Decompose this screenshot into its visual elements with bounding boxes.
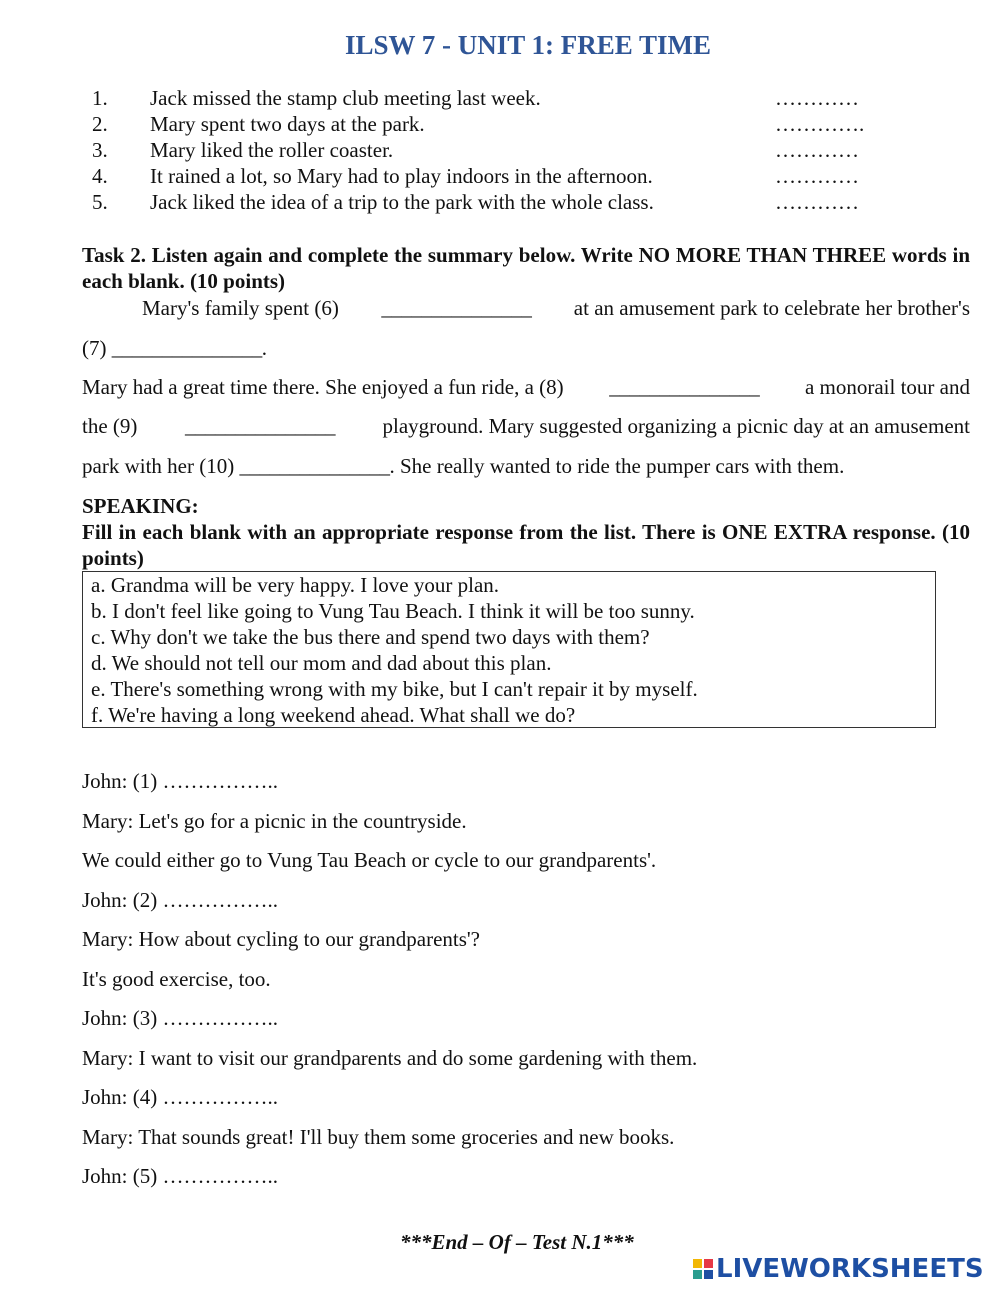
response-option: c. Why don't we take the bus there and spend two days with them?: [91, 625, 650, 649]
summary-text: playground. Mary suggested organizing a picnic day at an amusement: [382, 414, 970, 438]
summary-line-2: [82, 335, 970, 361]
item-statement: Mary liked the roller coaster.: [150, 138, 394, 162]
item-statement: Jack missed the stamp club meeting last week.: [150, 86, 541, 110]
list-item: [0, 189, 1000, 215]
summary-text: park with her (10): [82, 454, 235, 478]
dialogue-line: It's good exercise, too.: [82, 966, 271, 991]
summary-text: at an amusement park to celebrate her brother's: [573, 296, 970, 320]
summary-line-5: [82, 453, 970, 479]
speaking-heading: SPEAKING:: [82, 494, 199, 518]
liveworksheets-brand: [693, 1254, 984, 1284]
summary-text: the (9): [82, 414, 138, 438]
speaking-section-header: [82, 493, 970, 571]
page-title: ILSW 7 - UNIT 1: FREE TIME: [344, 30, 712, 60]
logo-square: [693, 1259, 702, 1268]
liveworksheets-logo-icon: [693, 1259, 713, 1279]
logo-square: [693, 1270, 702, 1279]
response-option: a. Grandma will be very happy. I love your plan.: [91, 573, 500, 597]
answer-blank[interactable]: …………: [775, 190, 859, 214]
response-list-box: [82, 571, 936, 728]
dialogue-line: We could either go to Vung Tau Beach or cycle to our grandparents'.: [82, 848, 657, 872]
answer-blank[interactable]: …………: [775, 164, 859, 188]
dialogue-line: Mary: That sounds great! I'll buy them some groceries and new books.: [82, 1124, 675, 1149]
list-item: [0, 85, 1000, 111]
logo-square: [704, 1259, 713, 1268]
speaking-instruction: Fill in each blank with an appropriate response from the list. There is ONE EXTRA response. (10 points): [82, 520, 970, 570]
true-false-list: [0, 85, 1000, 215]
summary-text: Mary had a great time there. She enjoyed a fun ride, a (8): [82, 375, 564, 399]
end-of-test-footer: ***End – Of – Test N.1***: [400, 1230, 634, 1254]
dialogue-line-john-2[interactable]: John: (2) ……………..: [82, 887, 278, 912]
answer-blank[interactable]: ………….: [775, 112, 865, 136]
item-number: 3.: [92, 138, 108, 162]
answer-blank[interactable]: …………: [775, 138, 859, 162]
summary-line-3: [82, 374, 970, 400]
dialogue-line: Mary: Let's go for a picnic in the countryside.: [82, 808, 467, 833]
item-number: 1.: [92, 86, 108, 110]
summary-line-1: [82, 295, 970, 321]
item-number: 4.: [92, 164, 108, 188]
item-statement: Jack liked the idea of a trip to the park with the whole class.: [150, 190, 654, 214]
dialogue-line-john-5[interactable]: John: (5) ……………..: [82, 1164, 278, 1188]
blank-6[interactable]: _______________: [381, 296, 532, 320]
task2-heading: Task 2. Listen again and complete the summary below. Write NO MORE THAN THREE words in each blank. (10 points): [82, 243, 970, 293]
blank-10[interactable]: _______________: [239, 454, 390, 478]
dialogue-line-john-1[interactable]: John: (1) ……………..: [82, 769, 278, 793]
answer-blank[interactable]: …………: [775, 86, 859, 110]
blank-8[interactable]: _______________: [609, 375, 760, 399]
response-option: b. I don't feel like going to Vung Tau Beach. I think it will be too sunny.: [91, 599, 695, 623]
summary-text: (7): [82, 336, 107, 360]
dialogue-line-john-4[interactable]: John: (4) ……………..: [82, 1085, 278, 1109]
logo-square: [704, 1270, 713, 1279]
item-number: 2.: [92, 112, 108, 136]
dialogue-line: Mary: I want to visit our grandparents and do some gardening with them.: [82, 1045, 698, 1070]
list-item: [0, 111, 1000, 137]
list-item: [0, 137, 1000, 163]
summary-text: Mary's family spent (6): [142, 296, 339, 320]
brand-name: LIVEWORKSHEETS: [716, 1254, 984, 1284]
item-statement: Mary spent two days at the park.: [150, 112, 425, 136]
response-option: d. We should not tell our mom and dad about this plan.: [91, 651, 552, 675]
summary-line-4: [82, 413, 970, 439]
item-statement: It rained a lot, so Mary had to play indoors in the afternoon.: [150, 164, 653, 188]
blank-7[interactable]: _______________: [111, 336, 262, 360]
dialogue: [82, 768, 970, 1203]
summary-text: . She really wanted to ride the pumper cars with them.: [389, 454, 845, 478]
dialogue-line: Mary: How about cycling to our grandparents'?: [82, 927, 481, 951]
response-option: e. There's something wrong with my bike, but I can't repair it by myself.: [91, 677, 698, 701]
item-number: 5.: [92, 190, 108, 214]
dialogue-line-john-3[interactable]: John: (3) ……………..: [82, 1006, 278, 1030]
summary-text: .: [261, 336, 267, 360]
summary-text: a monorail tour and: [804, 375, 970, 399]
blank-9[interactable]: _______________: [184, 414, 335, 438]
list-item: [0, 163, 1000, 189]
response-option: f. We're having a long weekend ahead. What shall we do?: [91, 703, 576, 727]
